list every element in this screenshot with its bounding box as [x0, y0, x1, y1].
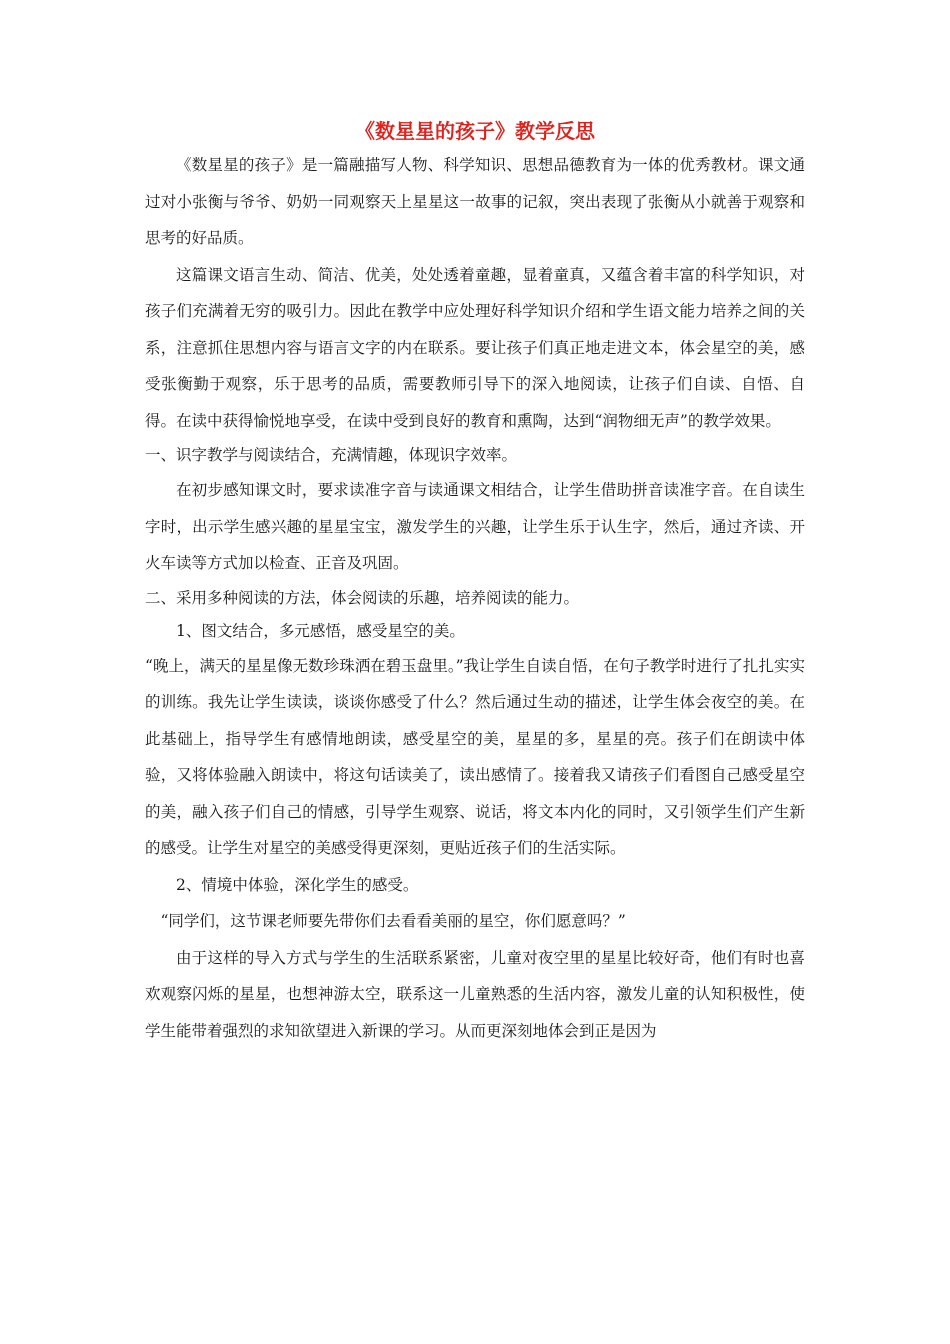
section-heading-literacy: 一、识字教学与阅读结合，充满情趣，体现识字效率。 [145, 446, 518, 464]
paragraph-language: 这篇课文语言生动、简洁、优美，处处透着童趣，显着童真，又蕴含着丰富的科学知识，对孩子们充满着无穷的吸引力。因此在教学中应处理好科学知识介绍和学生语文能力培养之间的关系，注意抓住思想内容与语言文字的内在联系。要让孩子们真正地走进文本，体会星空的美，感受张衡勤于观察，乐于思考的品质，需要教师引导下的深入地阅读，让孩子们自读、自悟、自得。在读中获得愉悦地享受，在读中受到良好的教育和熏陶，达到“润物细无声”的教学效果。 [145, 265, 805, 430]
paragraph-introduction-method: 由于这样的导入方式与学生的生活联系紧密，儿童对夜空里的星星比较好奇，他们有时也喜欢观察闪烁的星星，也想神游太空，联系这一儿童熟悉的生活内容，激发儿童的认知积极性，使学生能带着强烈的求知欲望进入新课的学习。从而更深刻地体会到正是因为 [145, 948, 805, 1040]
subheading-situation: 2、情境中体验，深化学生的感受。 [176, 875, 419, 894]
paragraph-intro: 《数星星的孩子》是一篇融描写人物、科学知识、思想品德教育为一体的优秀教材。课文通过对小张衡与爷爷、奶奶一同观察天上星星这一故事的记叙，突出表现了张衡从小就善于观察和思考的好品质。 [145, 156, 805, 247]
section-heading-reading: 二、采用多种阅读的方法，体会阅读的乐趣，培养阅读的能力。 [145, 588, 580, 607]
document-title: 《数星星的孩子》教学反思 [355, 119, 595, 143]
subheading-image-text: 1、图文结合，多元感悟，感受星空的美。 [176, 621, 465, 640]
document-body [145, 147, 805, 1049]
paragraph-teacher-quote: “同学们，这节课老师要先带你们去看看美丽的星空，你们愿意吗？” [160, 912, 626, 930]
paragraph-literacy: 在初步感知课文时，要求读准字音与读通课文相结合，让学生借助拼音读准字音。在自读生字时，出示学生感兴趣的星星宝宝，激发学生的兴趣，让学生乐于认生字，然后，通过齐读、开火车读等方式加以检查、正音及巩固。 [145, 481, 805, 572]
paragraph-starry-sky: “晚上，满天的星星像无数珍珠洒在碧玉盘里。”我让学生自读自悟，在句子教学时进行了扎扎实实的训练。我先让学生读读，谈谈你感受了什么？然后通过生动的描述，让学生体会夜空的美。在此基础上，指导学生有感情地朗读，感受星空的美，星星的多，星星的亮。孩子们在朗读中体验，又将体验融入朗读中，将这句话读美了，读出感情了。接着我又请孩子们看图自己感受星空的美，融入孩子们自己的情感，引导学生观察、说话，将文本内化的同时，又引领学生们产生新的感受。让学生对星空的美感受得更深刻，更贴近孩子们的生活实际。 [145, 656, 805, 857]
